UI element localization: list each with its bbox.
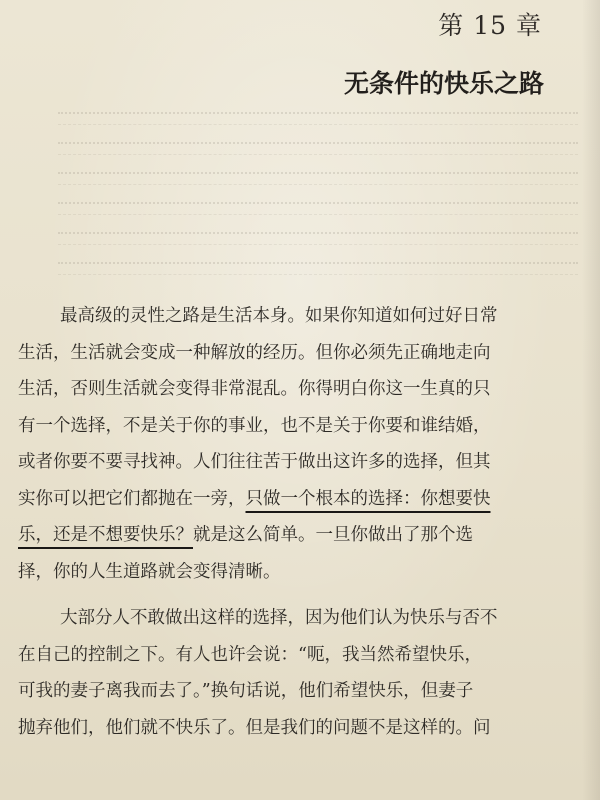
page-edge-shadow: [582, 0, 600, 800]
text-line: 生活，否则生活就会变得非常混乱。你得明白你这一生真的只: [18, 379, 491, 399]
text-line: 最高级的灵性之路是生活本身。如果你知道如何过好日常: [60, 306, 498, 326]
bleed-through-text: [58, 262, 578, 275]
text-line: 择，你的人生道路就会变得清晰。: [18, 561, 281, 582]
bleed-through-text: [58, 172, 578, 185]
text-line: 生活，生活就会变成一种解放的经历。但你必须先正确地走向: [18, 342, 491, 363]
bleed-through-text: [58, 112, 578, 125]
bleed-through-text: [58, 142, 578, 155]
text-line: 有一个选择，不是关于你的事业，也不是关于你要和谁结婚，: [18, 415, 491, 436]
text-line: [18, 481, 564, 518]
paragraph-1: [18, 298, 564, 590]
text-segment: 就是这么简单。一旦你做出了那个选: [193, 525, 473, 545]
text-segment: 实你可以把它们都抛在一旁，: [18, 488, 246, 509]
text-line: 或者你要不要寻找神。人们往往苦于做出这许多的选择，但其: [18, 452, 491, 472]
bleed-through-text: [58, 232, 578, 245]
chapter-number: 第 15 章: [438, 11, 542, 40]
underlined-passage: 只做一个根本的选择：你想要快: [245, 488, 491, 509]
bleed-through-text: [58, 202, 578, 215]
text-line: 大部分人不敢做出这样的选择，因为他们认为快乐与否不: [60, 608, 498, 628]
paragraph-2: [18, 600, 564, 746]
text-line: 可我的妻子离我而去了。”换句话说，他们希望快乐，但妻子: [18, 681, 474, 701]
underlined-passage: 乐，还是不想要快乐？: [18, 525, 193, 545]
text-line: 抛弃他们，他们就不快乐了。但是我们的问题不是这样的。问: [18, 717, 491, 738]
chapter-title: 无条件的快乐之路: [343, 69, 544, 98]
text-line: [18, 517, 564, 554]
text-line: 在自己的控制之下。有人也许会说：“呃，我当然希望快乐，: [18, 644, 482, 665]
